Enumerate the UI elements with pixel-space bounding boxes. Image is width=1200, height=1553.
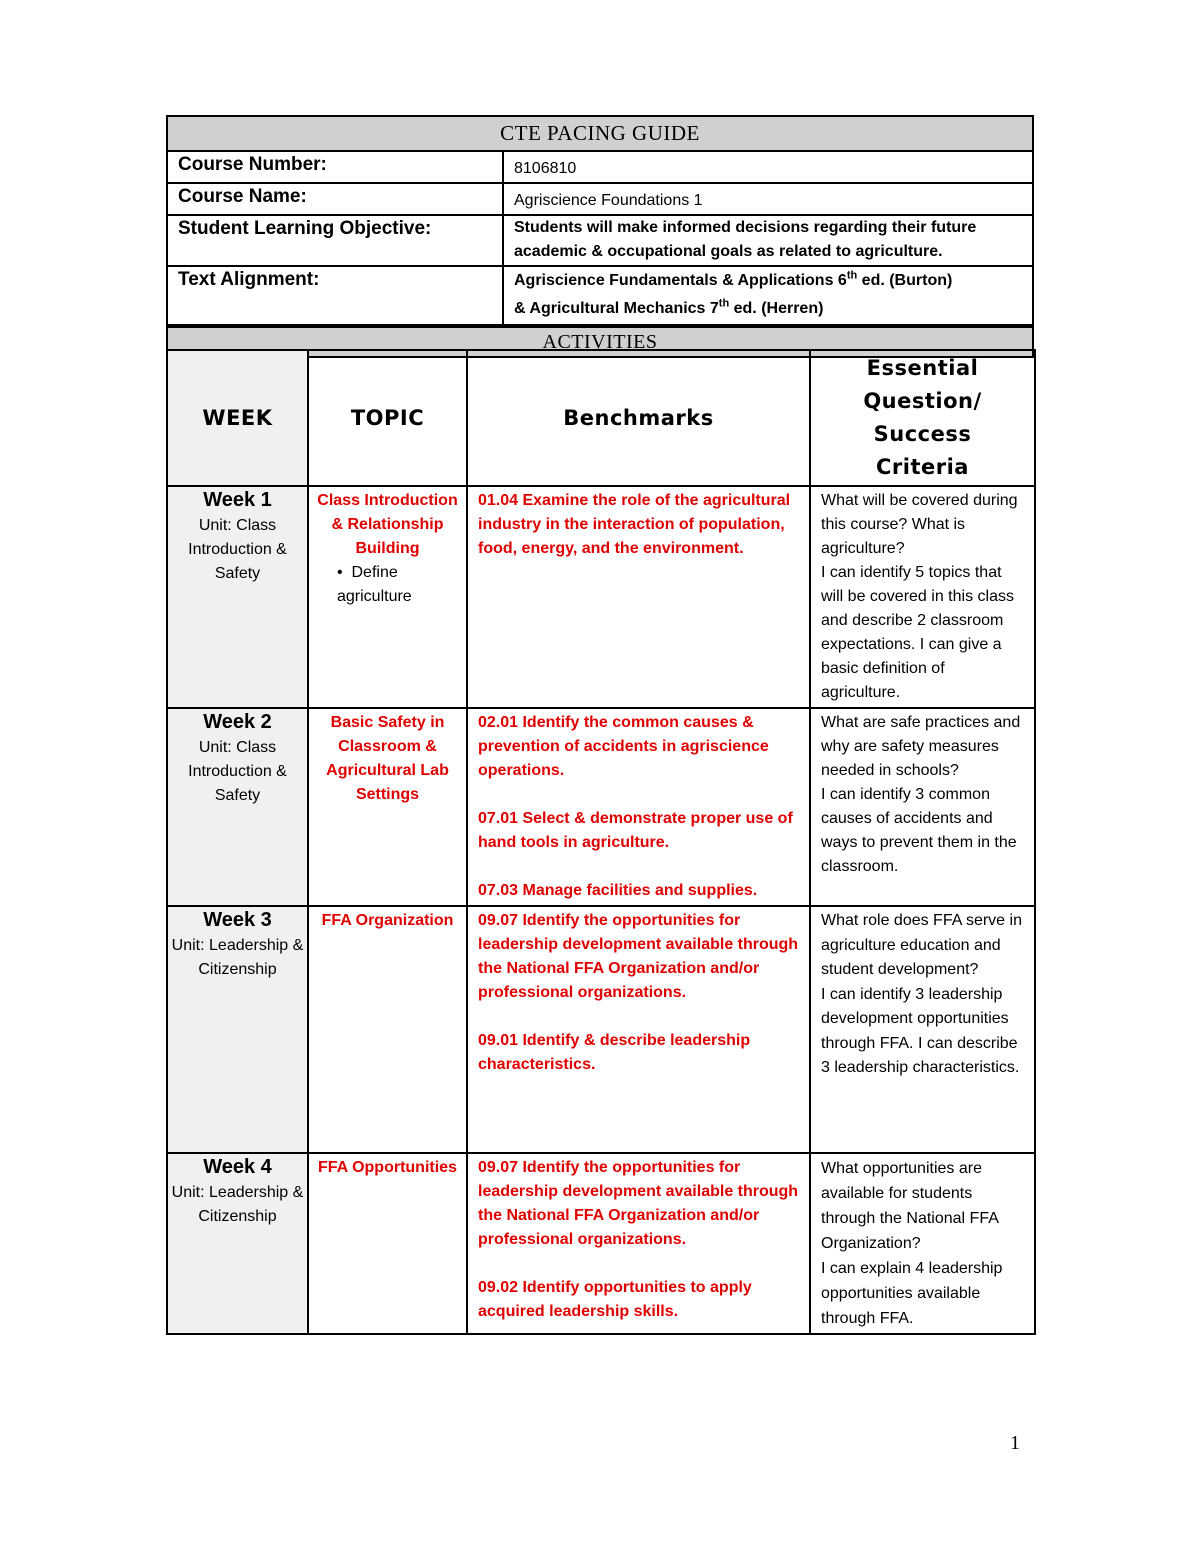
essential-question-cell: [810, 1153, 1035, 1334]
text-alignment-value: [504, 267, 1032, 324]
objective-value: Students will make informed decisions regarding their future academic & occupational goals as related to agriculture.: [514, 219, 977, 260]
activities-table: [166, 349, 1036, 1335]
benchmark-item: 07.01 Select & demonstrate proper use of hand tools in agriculture.: [478, 810, 793, 851]
week-label: Week 3: [203, 909, 272, 931]
col-header-topic: TOPIC: [308, 350, 467, 486]
success-criteria: I can identify 3 leadership development opportunities through FFA. I can describe 3 leadership characteristics.: [821, 985, 1020, 1076]
text-alignment-row: [168, 267, 1032, 326]
table-row: [167, 1153, 1035, 1334]
topic-text: Basic Safety in Classroom & Agricultural Lab Settings: [326, 714, 449, 803]
course-number-label: Course Number:: [168, 152, 504, 182]
text-alignment-book2-author: ed. (Herren): [729, 300, 824, 317]
success-criteria: I can identify 3 common causes of accidents and ways to prevent them in the classroom.: [821, 786, 1017, 875]
course-info-table: [166, 115, 1034, 358]
table-row: [167, 486, 1035, 708]
week-label: Week 1: [203, 489, 272, 511]
topic-cell: [308, 708, 467, 906]
essential-question: What are safe practices and why are safety measures needed in schools?: [821, 714, 1021, 779]
col-header-week: WEEK: [167, 350, 308, 486]
topic-cell: [308, 906, 467, 1153]
col-header-benchmarks: Benchmarks: [467, 350, 810, 486]
benchmark-item: 09.01 Identify & describe leadership characteristics.: [478, 1032, 751, 1073]
text-alignment-label: Text Alignment:: [168, 267, 504, 324]
topic-bullet-text: Define agriculture: [337, 564, 412, 605]
text-alignment-book1-author: ed. (Burton): [857, 272, 953, 289]
pacing-guide-title: CTE PACING GUIDE: [168, 117, 1032, 152]
table-row: [167, 708, 1035, 906]
benchmark-item: 09.02 Identify opportunities to apply acquired leadership skills.: [478, 1279, 752, 1320]
success-criteria: I can identify 5 topics that will be covered in this class and describe 2 classroom expectations. I can give a basic definition of agriculture.: [821, 564, 1014, 701]
week-label: Week 4: [203, 1156, 272, 1178]
benchmark-item: 09.07 Identify the opportunities for leadership development available through the National FFA Organization and/or professional organizations.: [478, 1159, 799, 1248]
essential-question: What role does FFA serve in agriculture education and student development?: [821, 912, 1022, 978]
benchmarks-cell: [467, 708, 810, 906]
benchmark-item: 07.03 Manage facilities and supplies.: [478, 882, 758, 899]
benchmarks-cell: [467, 1153, 810, 1334]
col-header-essential-question: Essential Question/ Success Criteria: [810, 350, 1035, 486]
page-number: 1: [1010, 1432, 1020, 1454]
course-name-label: Course Name:: [168, 184, 504, 214]
topic-cell: [308, 486, 467, 708]
table-row: [167, 906, 1035, 1153]
text-alignment-book2-edition-sup: th: [718, 297, 730, 310]
course-name-row: [168, 184, 1032, 216]
topic-bullet: [315, 561, 460, 609]
text-alignment-book1-edition-sup: th: [846, 269, 858, 282]
objective-row: [168, 216, 1032, 267]
benchmark-item: 09.07 Identify the opportunities for leadership development available through the National FFA Organization and/or professional organizations.: [478, 912, 799, 1001]
unit-label: Unit: Leadership & Citizenship: [171, 937, 304, 978]
week-cell: [167, 486, 308, 708]
unit-label: Unit: Class Introduction & Safety: [188, 517, 287, 582]
course-name-value: Agriscience Foundations 1: [514, 192, 703, 209]
course-number-value: 8106810: [514, 160, 577, 177]
text-alignment-book2: & Agricultural Mechanics 7: [514, 300, 719, 317]
week-cell: [167, 906, 308, 1153]
topic-text: FFA Opportunities: [318, 1159, 457, 1176]
unit-label: Unit: Class Introduction & Safety: [188, 739, 287, 804]
activities-header-row: [167, 350, 1035, 486]
essential-question: What opportunities are available for students through the National FFA Organization?: [821, 1160, 998, 1252]
week-cell: [167, 1153, 308, 1334]
week-label: Week 2: [203, 711, 272, 733]
topic-text: Class Introduction & Relationship Building: [317, 492, 458, 557]
week-cell: [167, 708, 308, 906]
benchmarks-cell: [467, 906, 810, 1153]
topic-text: FFA Organization: [321, 912, 454, 929]
essential-question-cell: [810, 708, 1035, 906]
essential-question-cell: [810, 906, 1035, 1153]
text-alignment-book1: Agriscience Fundamentals & Applications 6: [514, 272, 847, 289]
essential-question: What will be covered during this course? What is agriculture?: [821, 492, 1018, 557]
bullet-icon: •: [337, 564, 352, 581]
activities-title: ACTIVITIES: [168, 326, 1032, 356]
course-number-row: [168, 152, 1032, 184]
topic-cell: [308, 1153, 467, 1334]
benchmarks-cell: [467, 486, 810, 708]
essential-question-cell: [810, 486, 1035, 708]
benchmark-item: 01.04 Examine the role of the agricultural industry in the interaction of population, food, energy, and the environment.: [478, 492, 791, 557]
unit-label: Unit: Leadership & Citizenship: [171, 1184, 304, 1225]
success-criteria: I can explain 4 leadership opportunities available through FFA.: [821, 1260, 1003, 1327]
benchmark-item: 02.01 Identify the common causes & prevention of accidents in agriscience operations.: [478, 714, 769, 779]
objective-label: Student Learning Objective:: [168, 216, 504, 265]
